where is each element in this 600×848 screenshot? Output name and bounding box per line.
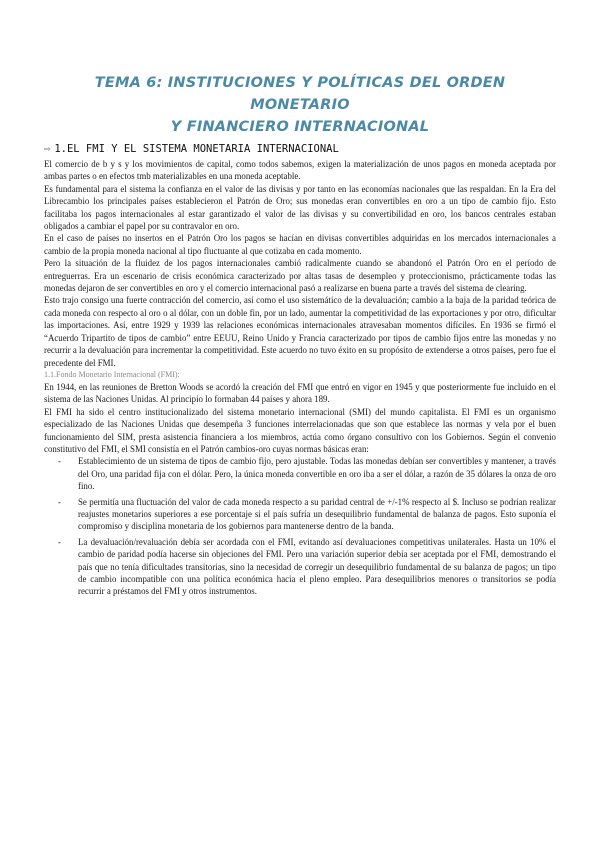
list-item <box>58 536 556 598</box>
list-item <box>58 455 556 492</box>
paragraph: El FMI ha sido el centro institucionalizado del sistema monetario internacional (SMI) del mundo capitalista. El FMI es un organismo especializado de las Naciones Unidas que desempeña 3 funciones interrelacionadas que son que establece las normas y vela por el buen funcionamiento del SIM, presta asistencia financiera a los miembros, actúa como órgano consultivo con los Gobiernos. Según el convenio constitutivo del FMI, el SMI consistía en el Patrón cambios-oro cuyas normas básicas eran: <box>44 406 556 454</box>
dash-bullet: - <box>58 496 61 507</box>
paragraph: Es fundamental para el sistema la confianza en el valor de las divisas y por tanto en las economías nacionales que las respaldan. En la Era del Librecambio los principales países establecieron el Patrón de Oro; sus monedas eran convertibles en oro a un tipo de cambio fijo. Esto facilitaba los pagos internacionales al estar garantizado el valor de las divisas y su convertibilidad en oro, los bancos centrales estaban obligados a cambiar el papel por su contravalor en oro. <box>44 183 556 232</box>
paragraph: En el caso de países no insertos en el Patrón Oro los pagos se hacían en divisas convertibles adquiridas en los mercados internacionales a cambio de la propia moneda nacional al tipo fluctuante al que cotizaba en cada momento. <box>44 233 556 256</box>
dash-bullet: - <box>58 536 61 547</box>
list-item <box>58 496 556 533</box>
paragraph: Pero la situación de la fluidez de los pagos internacionales cambió radicalmente cuando se abandonó el Patrón Oro en el período de entreguerras. Era un escenario de crisis económica caracterizado por altas tasas de desempleo y proteccionismo, prácticamente todas las monedas dejaron de ser convertibles en oro y el comercio internacional pasó a realizarse en buena parte a través del sistema de clearing. <box>44 258 556 294</box>
list-item-text: Establecimiento de un sistema de tipos de cambio fijo, pero ajustable. Todas las monedas debían ser convertibles y mantener, a través del Oro, una paridad fija con el dólar. Pero, la única moneda convertible en oro iba a ser el dólar, a razón de 35 dólares la onza de oro fino. <box>78 456 556 492</box>
subsection-heading: 1.1.Fondo Monetario Internacional (FMI): <box>44 369 180 379</box>
arrow-right-icon: ⇨ <box>44 143 51 155</box>
section-heading-text: 1.EL FMI Y EL SISTEMA MONETARIA INTERNACIONAL <box>54 143 339 155</box>
paragraph: Esto trajo consigo una fuerte contracción del comercio, así como el uso sistemático de la devaluación; cambio a la baja de la paridad teórica de cada moneda con respecto al oro o al dólar, con un doble fin, por un lado, aumentar la competitividad de las exportaciones y por otro, dificultar las importaciones. Así, entre 1929 y 1939 las relaciones económicas internacionales atravesaban momentos difíciles. En 1936 se firmó el “Acuerdo Tripartito de tipos de cambio” entre EEUU, Reino Unido y Francia caracterizado por tipos de cambio fijos entre las monedas y no recurrir a la devaluación para incrementar la competitividad. Este acuerdo no tuvo éxito en su propósito de extenderse a otros países, pero fue el precedente del FMI. <box>44 295 556 368</box>
section-heading <box>44 142 556 156</box>
bullet-list <box>44 455 556 597</box>
dash-bullet: - <box>58 456 61 467</box>
list-item-text: Se permitía una fluctuación del valor de cada moneda respecto a su paridad central de +/-1% respecto al $. Incluso se podrían realizar reajustes monetarios superiores a ese porcentaje si el país sufría un desequilibrio fundamental de balanza de pagos. Esto suponía el compromiso y disciplina monetaria de los gobiernos para mantenerse dentro de la banda. <box>78 496 556 532</box>
paragraph: El comercio de b y s y los movimientos de capital, como todos sabemos, exigen la materialización de unos pagos en moneda aceptada por ambas partes o en efectos tmb materializables en una moneda aceptable. <box>44 159 556 182</box>
document-title <box>44 72 556 138</box>
list-item-text: La devaluación/revaluación debía ser acordada con el FMI, evitando así devaluaciones competitivas unilaterales. Hasta un 10% el cambio de paridad podía hacerse sin objeciones del FMI. Pero una variación superior debía ser aceptada por el FMI, demostrando el país que no tenía dificultades transitorias, sino la necesidad de corregir un desequilibrio fundamental de su balanza de pagos; un tipo de cambio incompatible con una política económica hacia el pleno empleo. Para desequilibrios menores o transitorios se podía recurrir a préstamos del FMI y otros instrumentos. <box>78 536 556 597</box>
title-line-1: TEMA 6: INSTITUCIONES Y POLÍTICAS DEL ORDEN MONETARIO <box>94 75 506 113</box>
title-line-2: Y FINANCIERO INTERNACIONAL <box>170 119 430 135</box>
paragraph: En 1944, en las reuniones de Bretton Woods se acordó la creación del FMI que entró en vigor en 1945 y que posteriormente fue incluido en el sistema de las Naciones Unidas. Al principio lo formaban 44 países y ahora 189. <box>44 381 556 405</box>
